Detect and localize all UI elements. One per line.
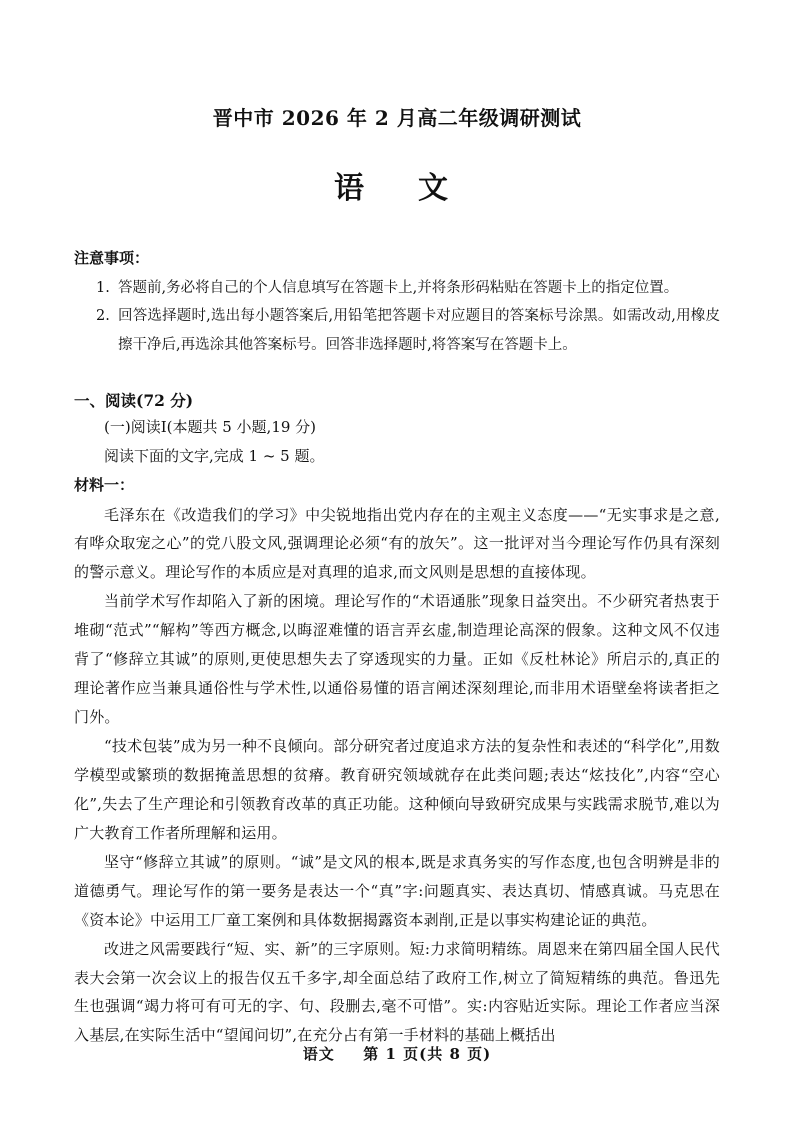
notice-heading: 注意事项： [74,249,150,267]
notice-item-text: 回答选择题时,选出每小题答案后,用铅笔把答题卡对应题目的答案标号涂黑。如需改动,用橡皮擦干净后,再选涂其他答案标号。回答非选择题时,将答案写在答题卡上。 [118,308,720,353]
notice-item-number: 1. [96,280,110,296]
subject-title: 语 文 [334,171,460,206]
material-label: 材料一： [74,476,135,495]
notice-list [74,274,720,359]
body-paragraph: “技术包装”成为另一种不良倾向。部分研究者过度追求方法的复杂性和表述的“科学化”,用数学模型或繁琐的数据掩盖思想的贫瘠。教育研究领域就存在此类问题;表达“炫技化”,内容“空心化”,失去了生产理论和引领教育改革的真正功能。这种倾向导致研究成果与实践需求脱节,难以为广大教育工作者所理解和运用。 [74,737,720,842]
notice-item [74,274,720,302]
notice-item [74,302,720,359]
body-paragraph: 当前学术写作却陷入了新的困境。理论写作的“术语通胀”现象日益突出。不少研究者热衷于堆砌“范式”“解构”等西方概念,以晦涩难懂的语言弄玄虚,制造理论高深的假象。这种文风不仅违背了“修辞立其诚”的原则,更使思想失去了穿透现实的力量。正如《反杜林论》所启示的,真正的理论著作应当兼具通俗性与学术性,以通俗易懂的语言阐述深刻理论,而非用术语壁垒将读者拒之门外。 [74,592,720,727]
section-heading-reading: 一、阅读(72 分) [74,390,194,410]
notice-item-number: 2. [96,308,110,325]
body-paragraph: 改进之风需要践行“短、实、新”的三字原则。短:力求简明精练。周恩来在第四届全国人民代表大会第一次会议上的报告仅五千多字,却全面总结了政府工作,树立了简短精练的典范。鲁迅先生也强调“竭力将可有可无的字、句、段删去,毫不可惜”。实:内容贴近实际。理论工作者应当深入基层,在实际生活中“望闻问切”,在充分占有第一手材料的基础上概括出 [74,939,720,1045]
subsection-heading: (一)阅读Ⅰ(本题共 5 小题,19 分) [104,417,317,436]
body-paragraph: 毛泽东在《改造我们的学习》中尖锐地指出党内存在的主观主义态度——“无实事求是之意,有哗众取宠之心”的党八股文风,强调理论必须“有的放矢”。这一批评对当今理论写作仍具有深刻的警示意义。理论写作的本质应是对真理的追求,而文风则是思想的直接体现。 [74,505,720,582]
footer-page-number: 第 1 页(共 8 页) [363,1045,492,1063]
page-footer [0,1043,794,1064]
page-title: 晋中市 2026 年 2 月高二年级调研测试 [212,106,582,130]
notice-item-text: 答题前,务必将自己的个人信息填写在答题卡上,并将条形码粘贴在答题卡上的指定位置。 [118,280,679,296]
body-paragraph: 坚守“修辞立其诚”的原则。“诚”是文风的根本,既是求真务实的写作态度,也包含明辨是非的道德勇气。理论写作的第一要务是表达一个“真”字:问题真实、表达真切、情感真诚。马克思在《资本论》中运用工厂童工案例和具体数据揭露资本剥削,正是以事实构建论证的典范。 [74,852,720,929]
reading-instruction: 阅读下面的文字,完成 1 ~ 5 题。 [104,447,325,466]
footer-subject: 语文 [302,1045,335,1063]
